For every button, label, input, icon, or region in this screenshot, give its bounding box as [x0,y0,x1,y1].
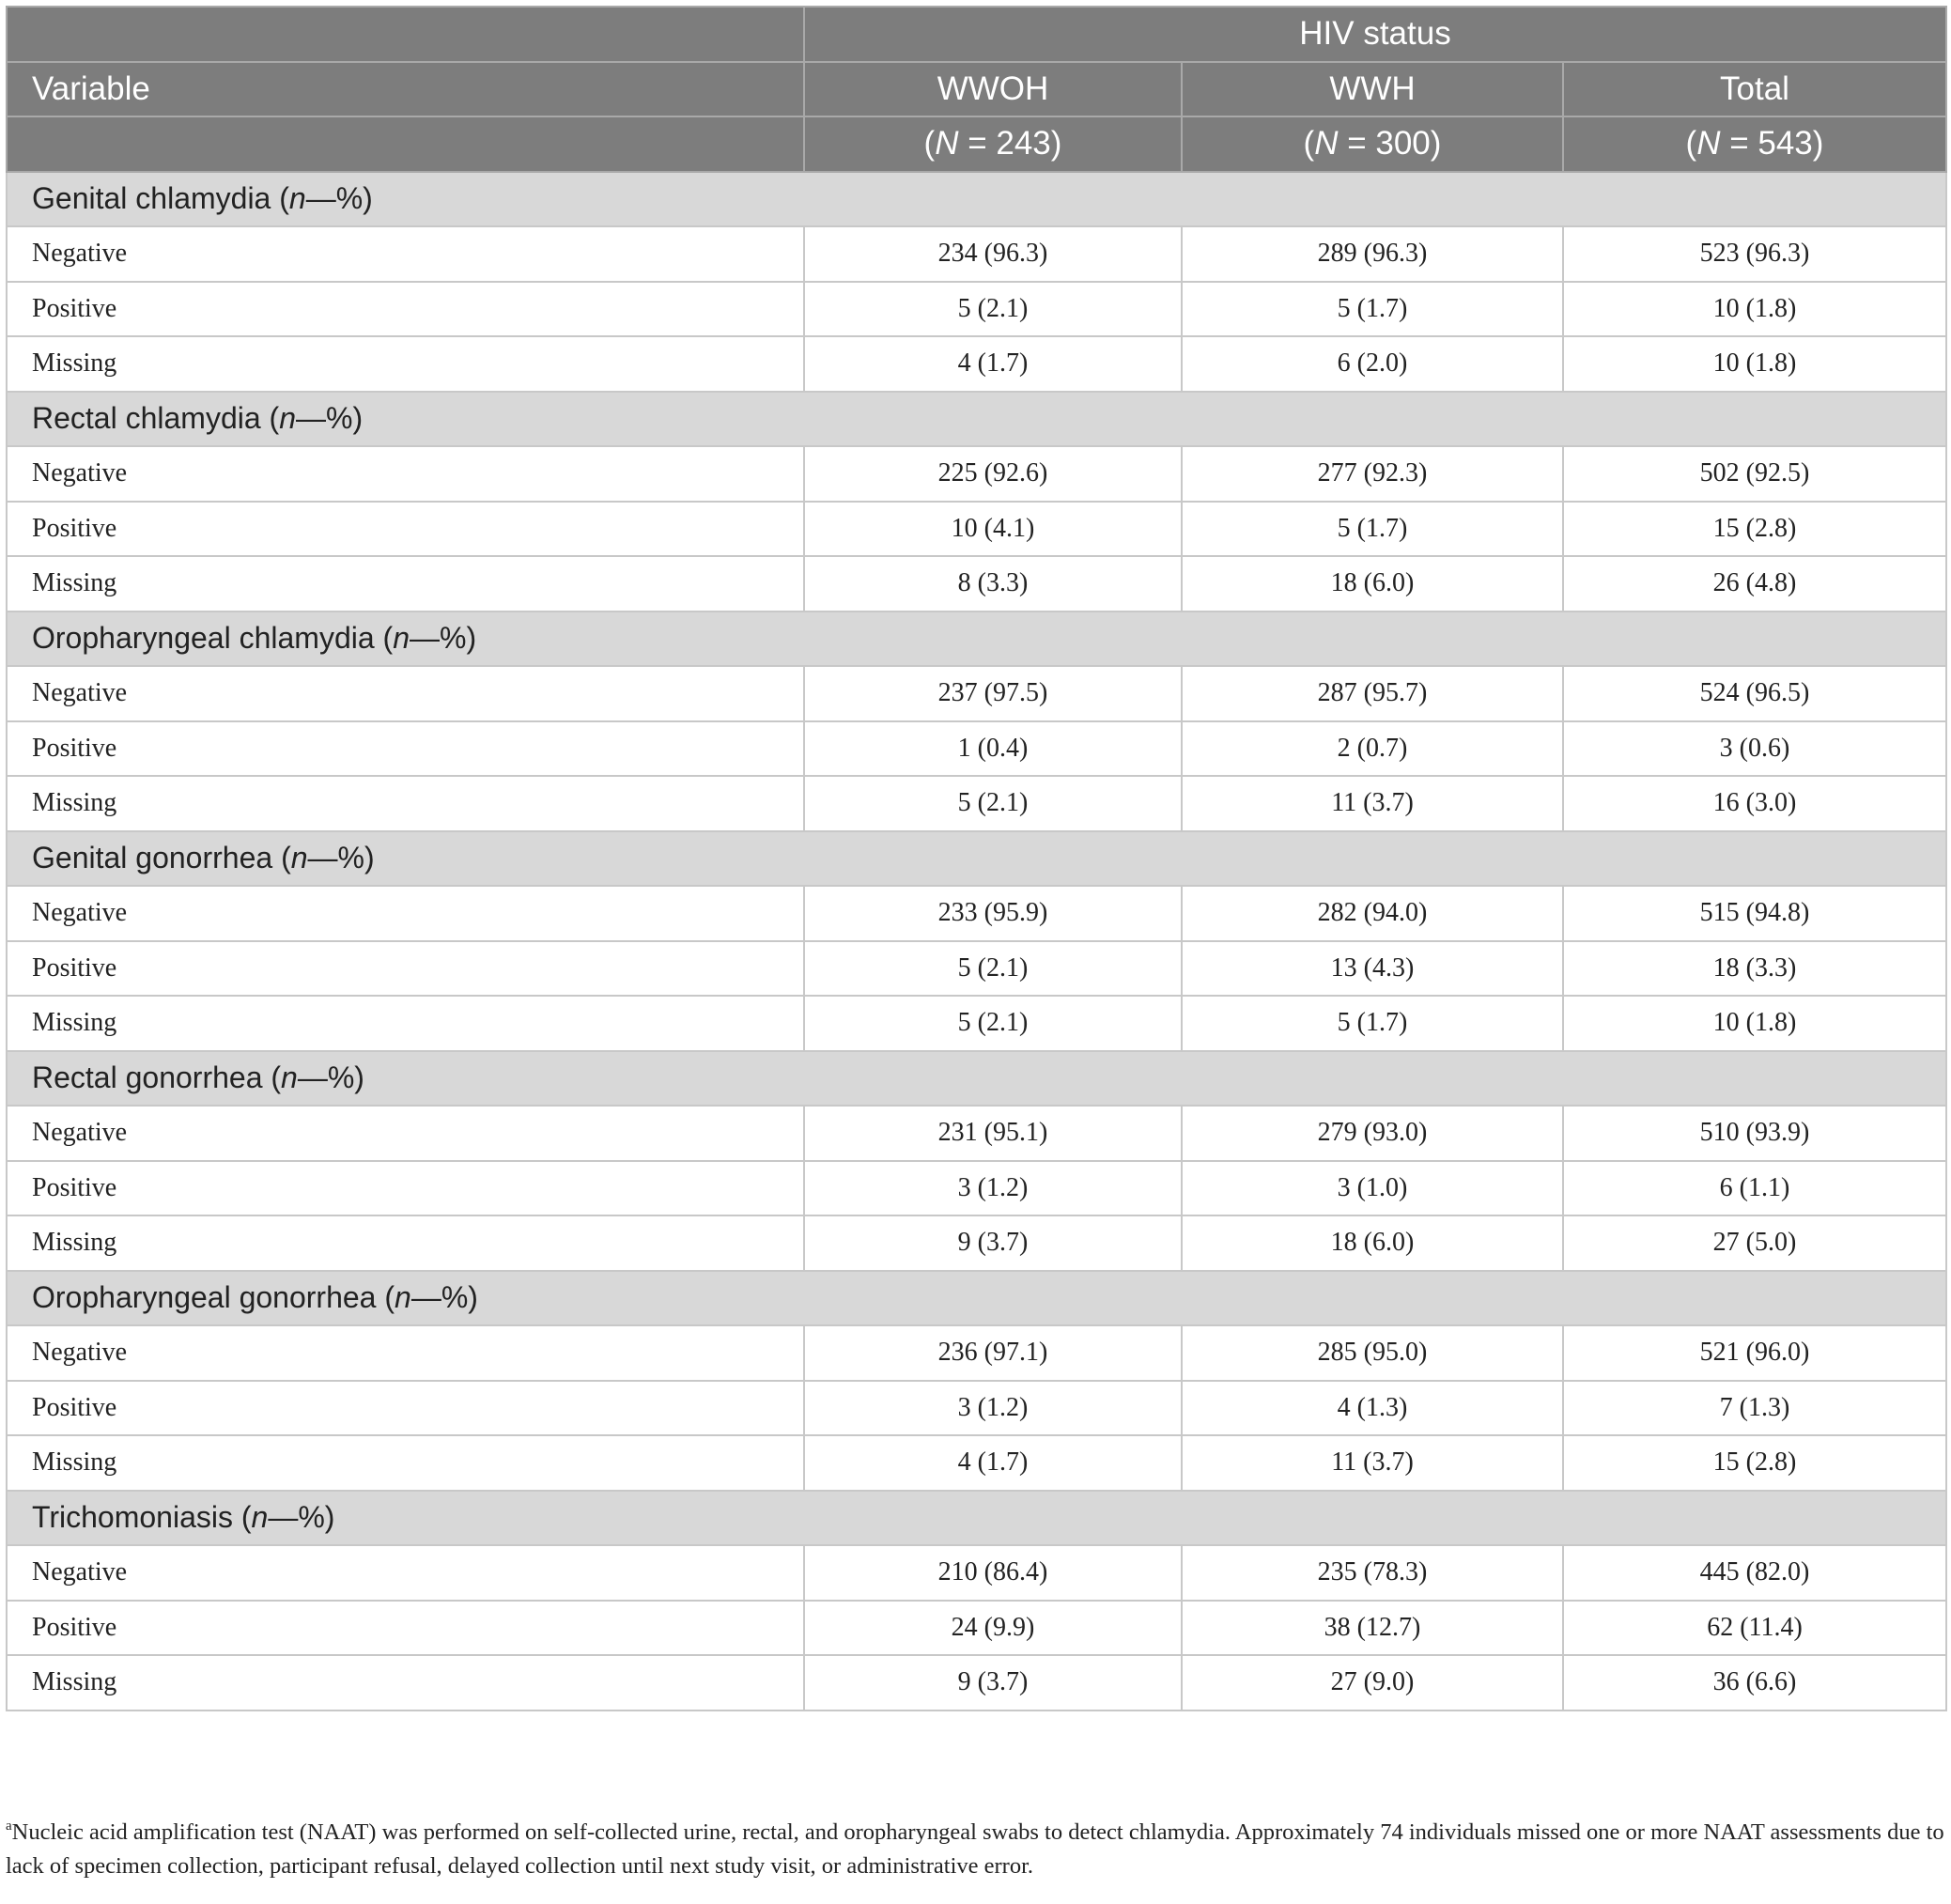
table-row [7,446,1946,502]
cell-wwh: 13 (4.3) [1182,941,1563,997]
cell-total: 6 (1.1) [1563,1161,1946,1216]
cell-wwh: 4 (1.3) [1182,1381,1563,1436]
table-row [7,502,1946,557]
cell-total: 7 (1.3) [1563,1381,1946,1436]
cell-wwh: 38 (12.7) [1182,1601,1563,1656]
cell-wwoh: 5 (2.1) [804,996,1182,1051]
cell-wwh: 5 (1.7) [1182,282,1563,337]
section-title: Oropharyngeal gonorrhea (n—%) [7,1271,1946,1326]
cell-wwoh: 225 (92.6) [804,446,1182,502]
cell-total: 510 (93.9) [1563,1106,1946,1161]
row-label: Negative [7,666,804,721]
row-label: Positive [7,941,804,997]
footnote-text: Nucleic acid amplification test (NAAT) was performed on self-collected urine, rectal, and oropharyngeal swabs to detect chlamydia. Approximately 74 individuals missed one or more NAAT assessments due to lack of specimen collection, participant refusal, delayed collection until next study visit, or administrative error. [6,1819,1944,1879]
table-row [7,226,1946,282]
header-empty-cell [7,7,804,62]
cell-wwh: 18 (6.0) [1182,556,1563,611]
cell-total: 523 (96.3) [1563,226,1946,282]
section-title: Genital gonorrhea (n—%) [7,831,1946,887]
section-row [7,392,1946,447]
cell-total: 10 (1.8) [1563,336,1946,392]
table-row [7,282,1946,337]
row-label: Missing [7,1435,804,1491]
cell-wwh: 27 (9.0) [1182,1655,1563,1711]
variable-header: Variable [7,62,804,117]
table-row [7,1655,1946,1711]
cell-total: 27 (5.0) [1563,1215,1946,1271]
column-n-wwoh: (N = 243) [804,116,1182,172]
cell-wwoh: 5 (2.1) [804,941,1182,997]
cell-total: 502 (92.5) [1563,446,1946,502]
row-label: Negative [7,446,804,502]
row-label: Negative [7,886,804,941]
row-label: Negative [7,1106,804,1161]
section-row [7,172,1946,227]
section-title: Oropharyngeal chlamydia (n—%) [7,611,1946,667]
header-row-counts [7,116,1946,172]
cell-wwh: 277 (92.3) [1182,446,1563,502]
column-header-total: Total [1563,62,1946,117]
cell-wwoh: 3 (1.2) [804,1161,1182,1216]
row-label: Missing [7,996,804,1051]
cell-wwoh: 5 (2.1) [804,282,1182,337]
cell-wwoh: 9 (3.7) [804,1215,1182,1271]
cell-total: 10 (1.8) [1563,996,1946,1051]
section-row [7,1271,1946,1326]
section-row [7,611,1946,667]
table-row [7,1325,1946,1381]
cell-wwoh: 237 (97.5) [804,666,1182,721]
column-n-total: (N = 543) [1563,116,1946,172]
row-label: Positive [7,721,804,777]
section-title: Genital chlamydia (n—%) [7,172,1946,227]
section-row [7,1491,1946,1546]
cell-total: 36 (6.6) [1563,1655,1946,1711]
row-label: Missing [7,1655,804,1711]
cell-wwoh: 10 (4.1) [804,502,1182,557]
table-row [7,996,1946,1051]
column-header-wwh: WWH [1182,62,1563,117]
row-label: Missing [7,336,804,392]
table-row [7,1106,1946,1161]
footnote: $^a$Nucleic acid amplification test (NAAT) was performed on self-collected urine, rectal, and oropharyngeal swabs to detect chlamydia. Approximately 74 individuals missed one or more NAAT assessments due to lack of specimen collection, participant refusal, delayed collection until next study visit, or administrative error. [6,1819,1944,1879]
cell-wwoh: 4 (1.7) [804,336,1182,392]
table-row [7,941,1946,997]
cell-wwoh: 4 (1.7) [804,1435,1182,1491]
cell-wwh: 3 (1.0) [1182,1161,1563,1216]
section-title: Rectal chlamydia (n—%) [7,392,1946,447]
row-label: Negative [7,226,804,282]
table-row [7,1545,1946,1601]
section-title: Rectal gonorrhea (n—%) [7,1051,1946,1107]
header-row-group [7,7,1946,62]
cell-wwh: 289 (96.3) [1182,226,1563,282]
column-header-wwoh: WWOH [804,62,1182,117]
cell-total: 15 (2.8) [1563,502,1946,557]
cell-wwoh: 24 (9.9) [804,1601,1182,1656]
cell-total: 524 (96.5) [1563,666,1946,721]
row-label: Negative [7,1545,804,1601]
table-row [7,886,1946,941]
header-empty-cell [7,116,804,172]
table-row [7,1435,1946,1491]
column-n-wwh: (N = 300) [1182,116,1563,172]
hiv-status-header: HIV status [804,7,1946,62]
table-row [7,1215,1946,1271]
cell-total: 521 (96.0) [1563,1325,1946,1381]
cell-wwh: 235 (78.3) [1182,1545,1563,1601]
cell-total: 62 (11.4) [1563,1601,1946,1656]
header-row-columns [7,62,1946,117]
row-label: Positive [7,1381,804,1436]
table-row [7,1601,1946,1656]
cell-wwh: 279 (93.0) [1182,1106,1563,1161]
cell-wwh: 282 (94.0) [1182,886,1563,941]
cell-total: 26 (4.8) [1563,556,1946,611]
row-label: Negative [7,1325,804,1381]
cell-wwoh: 8 (3.3) [804,556,1182,611]
cell-wwh: 18 (6.0) [1182,1215,1563,1271]
section-title: Trichomoniasis (n—%) [7,1491,1946,1546]
row-label: Positive [7,282,804,337]
table-row [7,1381,1946,1436]
row-label: Positive [7,1161,804,1216]
cell-total: 16 (3.0) [1563,776,1946,831]
cell-total: 15 (2.8) [1563,1435,1946,1491]
cell-wwoh: 9 (3.7) [804,1655,1182,1711]
cell-total: 18 (3.3) [1563,941,1946,997]
cell-total: 10 (1.8) [1563,282,1946,337]
cell-total: 515 (94.8) [1563,886,1946,941]
cell-wwh: 11 (3.7) [1182,1435,1563,1491]
row-label: Positive [7,502,804,557]
cell-wwoh: 236 (97.1) [804,1325,1182,1381]
table-container [6,6,1945,1711]
table-row [7,1161,1946,1216]
cell-wwoh: 233 (95.9) [804,886,1182,941]
cell-wwoh: 210 (86.4) [804,1545,1182,1601]
cell-wwh: 2 (0.7) [1182,721,1563,777]
cell-wwh: 5 (1.7) [1182,996,1563,1051]
cell-wwoh: 5 (2.1) [804,776,1182,831]
row-label: Positive [7,1601,804,1656]
table-row [7,556,1946,611]
cell-wwh: 5 (1.7) [1182,502,1563,557]
table-row [7,666,1946,721]
section-row [7,831,1946,887]
sti-results-table [6,6,1947,1711]
cell-wwh: 6 (2.0) [1182,336,1563,392]
cell-wwoh: 234 (96.3) [804,226,1182,282]
cell-wwoh: 3 (1.2) [804,1381,1182,1436]
section-row [7,1051,1946,1107]
row-label: Missing [7,556,804,611]
cell-wwh: 11 (3.7) [1182,776,1563,831]
table-row [7,336,1946,392]
cell-total: 445 (82.0) [1563,1545,1946,1601]
cell-wwoh: 231 (95.1) [804,1106,1182,1161]
row-label: Missing [7,776,804,831]
table-row [7,721,1946,777]
cell-wwh: 285 (95.0) [1182,1325,1563,1381]
row-label: Missing [7,1215,804,1271]
cell-wwoh: 1 (0.4) [804,721,1182,777]
cell-total: 3 (0.6) [1563,721,1946,777]
cell-wwh: 287 (95.7) [1182,666,1563,721]
table-row [7,776,1946,831]
